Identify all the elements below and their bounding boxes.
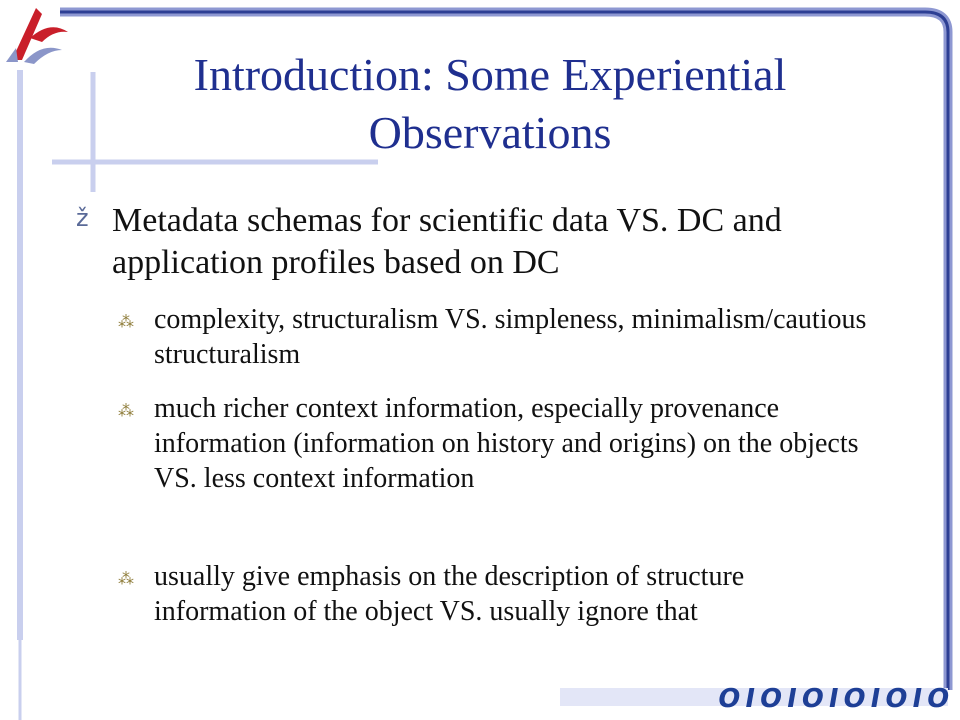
star-bullet-icon: ⁂ [118, 401, 134, 420]
star-bullet-icon: ⁂ [118, 312, 134, 331]
main-bullet-item [76, 200, 906, 284]
slide-title-line-2: Observations [368, 107, 612, 158]
sub-bullet-text: usually give emphasis on the description of structure information of the object VS. usually ignore that [154, 561, 745, 627]
sub-bullet-item [118, 391, 878, 496]
main-bullet-text: Metadata schemas for scientific data VS. DC and application profiles based on DC [112, 202, 782, 281]
z-bullet-icon: ž [76, 204, 89, 232]
star-bullet-icon: ⁂ [118, 569, 134, 588]
slide-title-line-1: Introduction: Some Experiential [193, 49, 787, 100]
sub-bullet-text: much richer context information, especially provenance information (information on history and origins) on the objects VS. less context information [154, 393, 859, 494]
sub-bullet-item [118, 302, 878, 372]
sub-bullet-text: complexity, structuralism VS. simpleness, minimalism/cautious structuralism [154, 304, 867, 370]
sub-bullet-item [118, 559, 878, 629]
binary-decoration: OIOIOIOIOIO [715, 684, 957, 714]
